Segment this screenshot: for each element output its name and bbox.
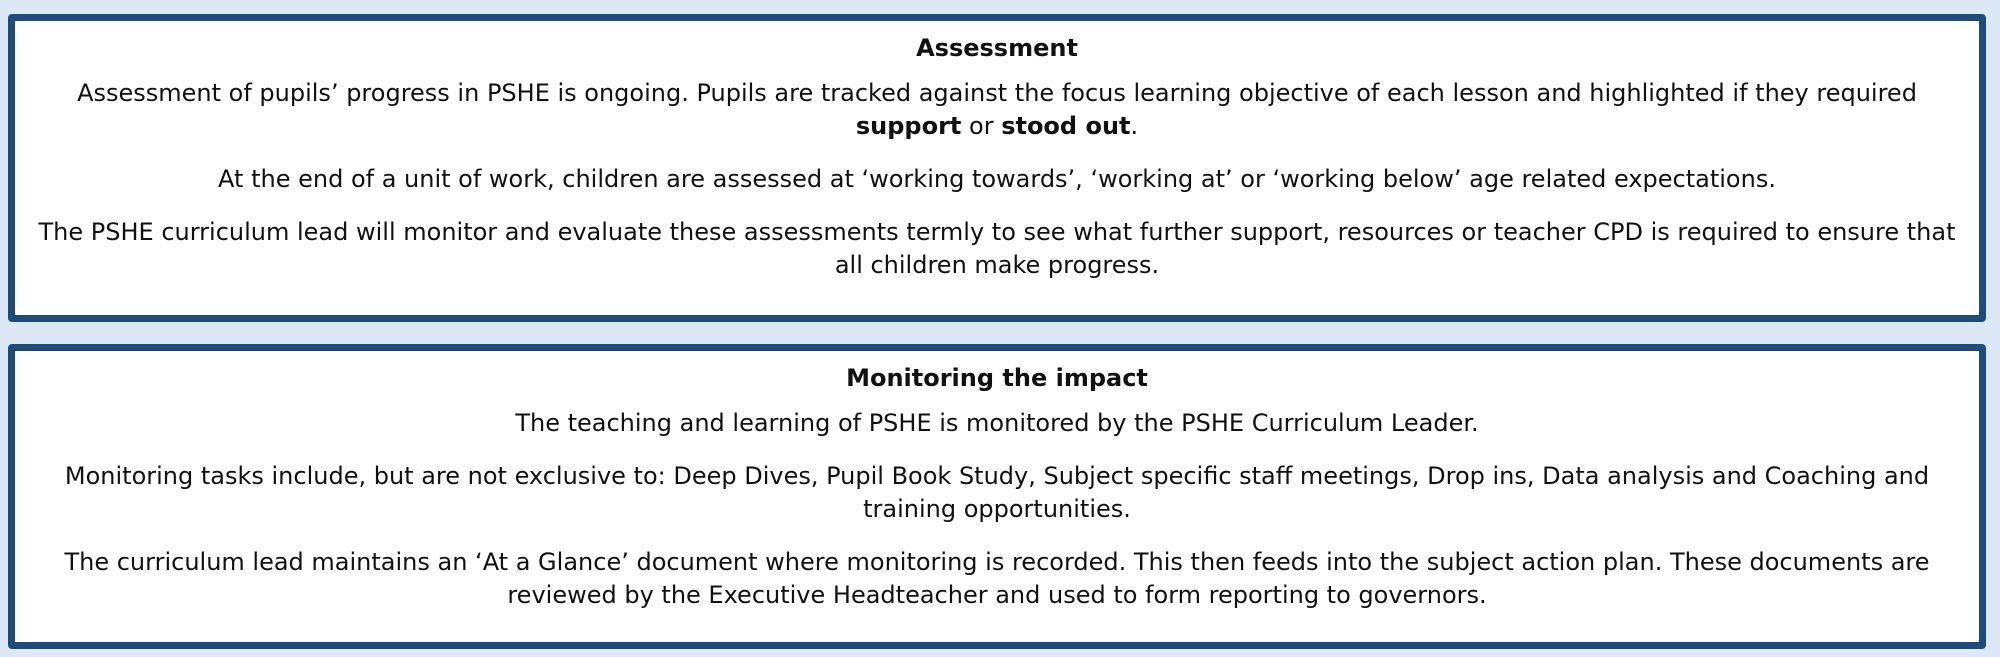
assessment-paragraph-2: At the end of a unit of work, children are assessed at ‘working towards’, ‘working at’ or ‘working below’ age related expectations. [218,165,1776,193]
assessment-panel [8,14,1986,322]
monitoring-title: Monitoring the impact [846,364,1148,392]
monitoring-panel [8,344,1986,649]
assessment-paragraph-3: The PSHE curriculum lead will monitor and evaluate these assessments termly to see what further support, resources or teacher CPD is required to ensure that all children make progress. [38,218,1956,279]
assessment-title: Assessment [916,34,1078,62]
stood-out-emphasis: stood out [1001,112,1131,140]
assessment-paragraph-1 [33,77,1961,143]
assessment-p1-or: or [961,112,1002,140]
monitoring-paragraph-1: The teaching and learning of PSHE is monitored by the PSHE Curriculum Leader. [515,409,1479,437]
support-emphasis: support [855,112,962,140]
monitoring-paragraph-3: The curriculum lead maintains an ‘At a Glance’ document where monitoring is recorded. This then feeds into the subject action plan. These documents are reviewed by the Executive Headteacher and used to form reporting to governors. [64,548,1930,609]
assessment-p1-text: Assessment of pupils’ progress in PSHE is ongoing. Pupils are tracked against the focus learning objective of each lesson and highlighted if they required [77,79,1917,107]
monitoring-paragraph-2: Monitoring tasks include, but are not exclusive to: Deep Dives, Pupil Book Study, Subject specific staff meetings, Drop ins, Data analysis and Coaching and training opportunities. [64,462,1930,523]
assessment-p1-end: . [1130,112,1139,140]
